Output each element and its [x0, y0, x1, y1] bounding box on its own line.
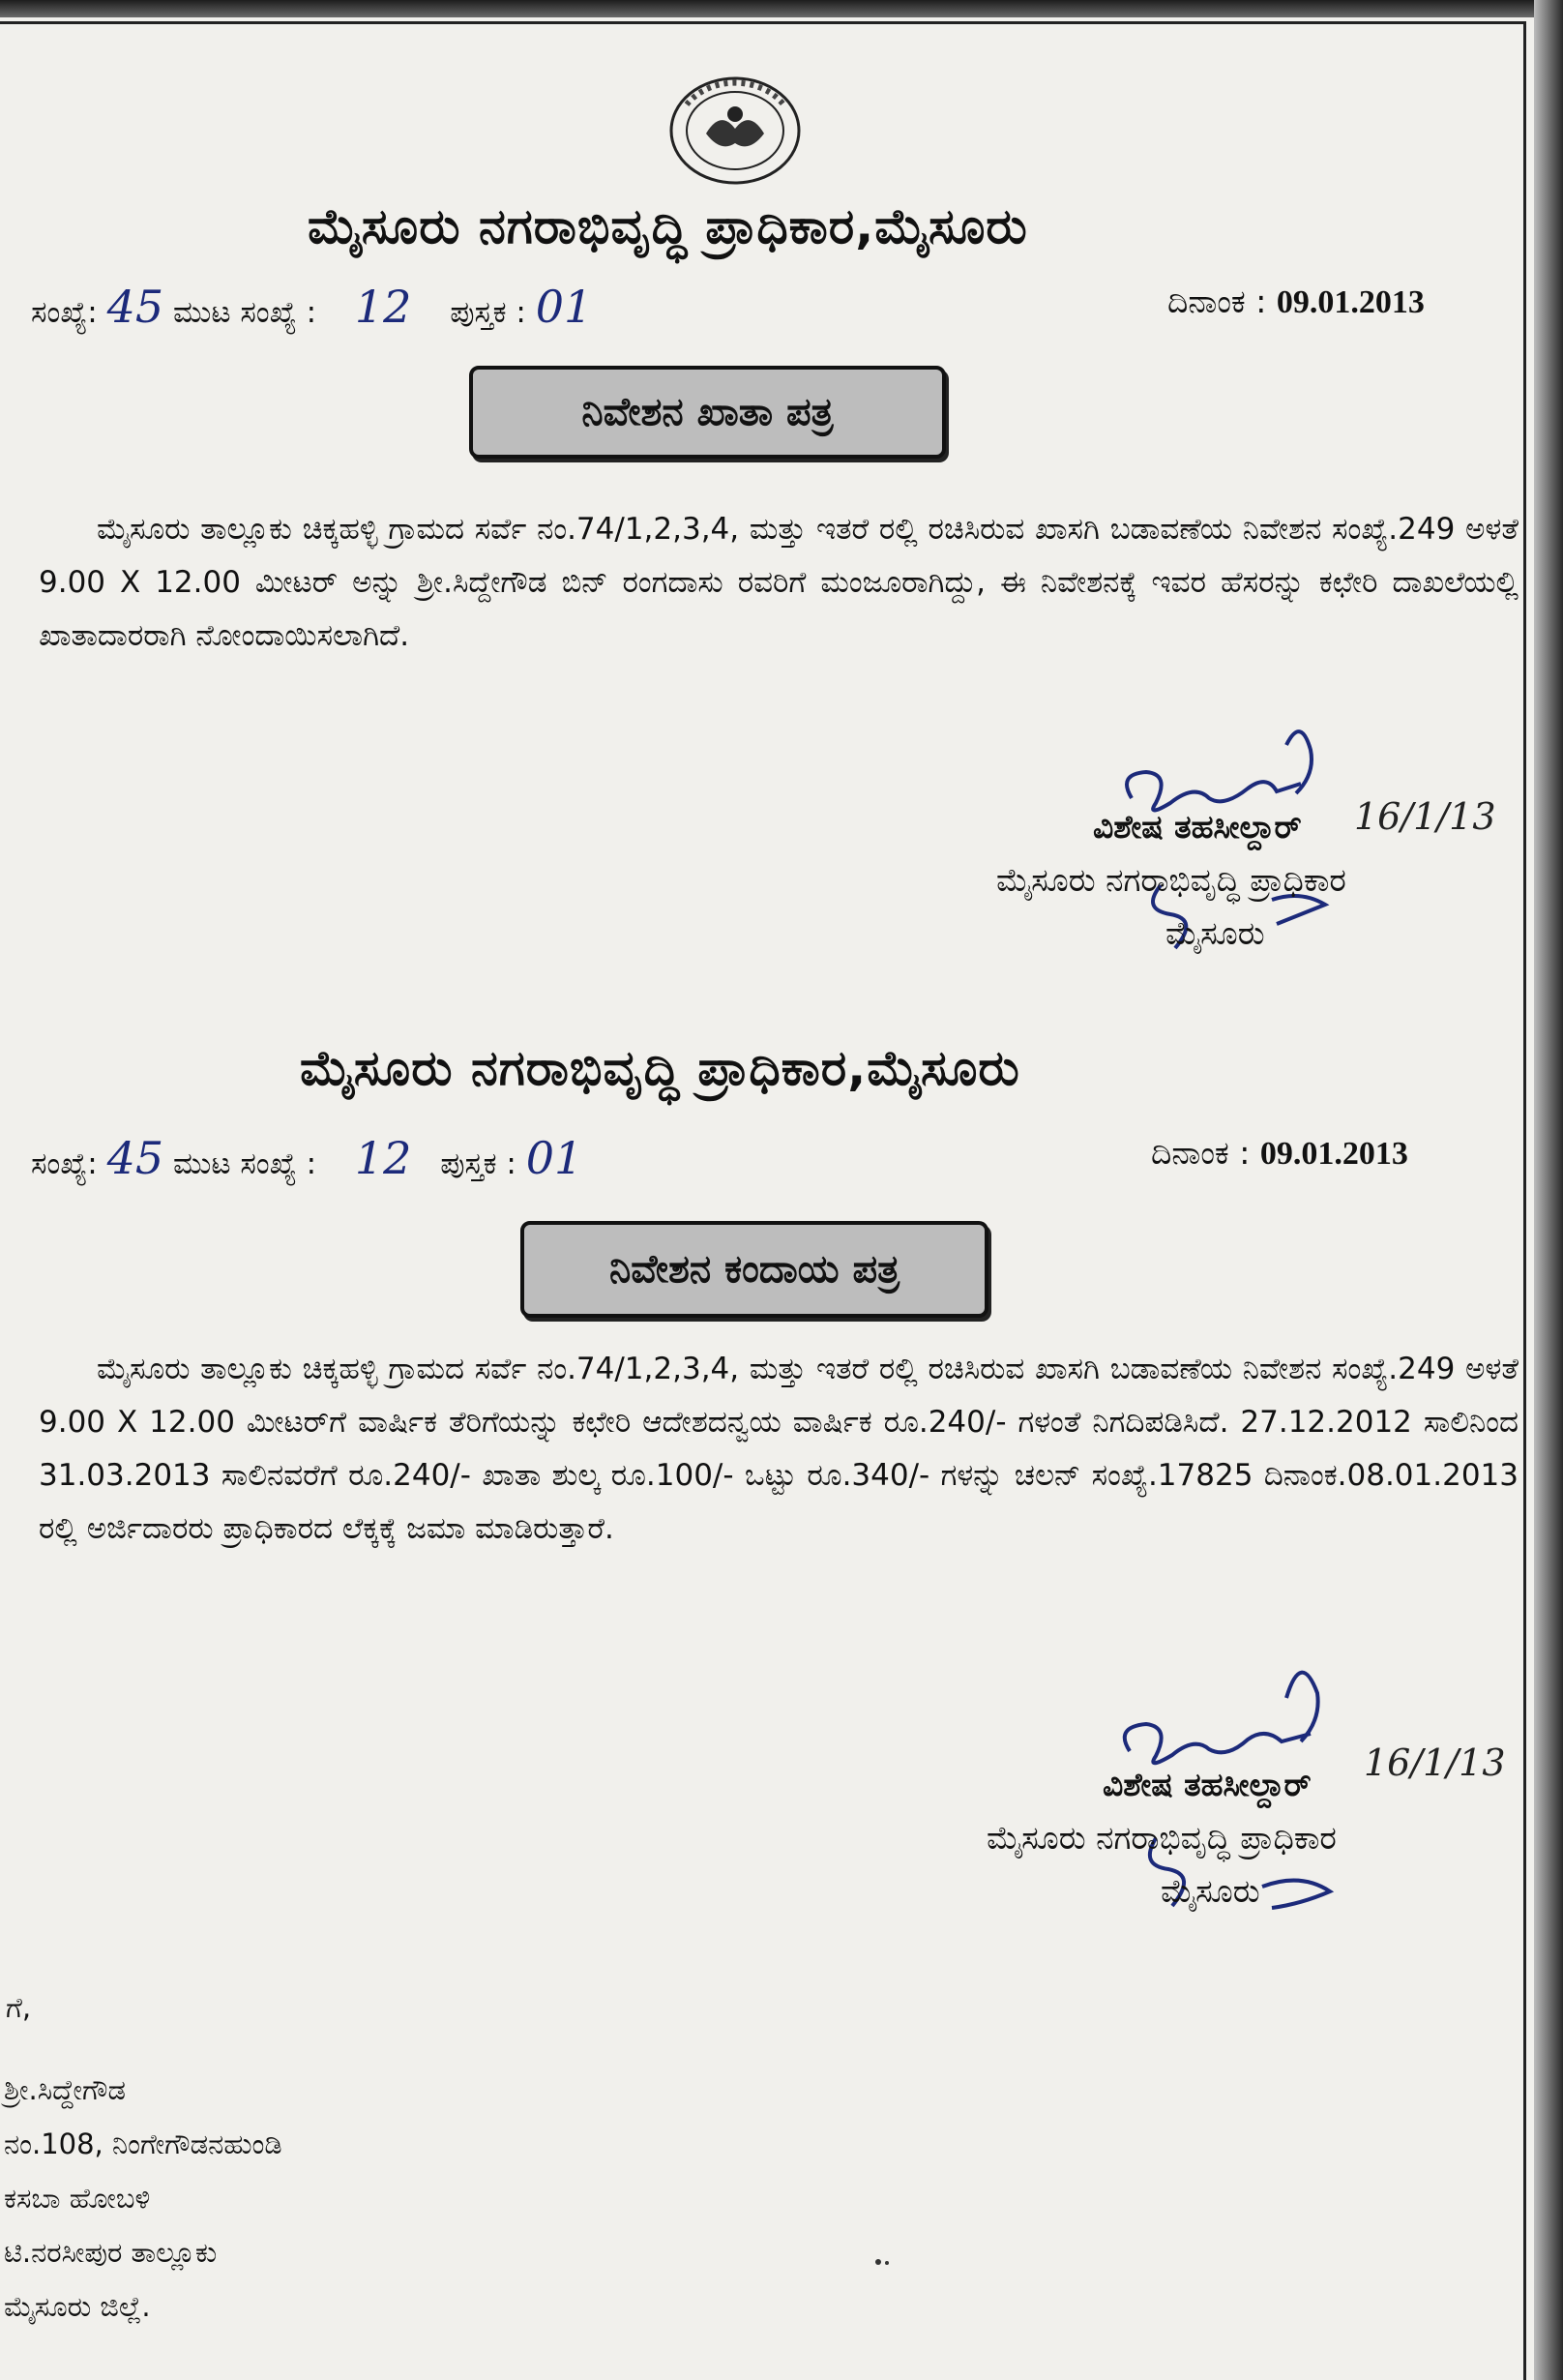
section1-heading: ಮೈಸೂರು ನಗರಾಭಿವೃದ್ಧಿ ಪ್ರಾಧಿಕಾರ,ಮೈಸೂರು: [308, 198, 1028, 254]
ref-handwritten-number: 45: [106, 281, 164, 333]
section1-signatory-city: ಮೈಸೂರು: [1165, 914, 1265, 952]
section1-date: [1167, 283, 1425, 321]
ref-book-label: ಪುಸ್ತಕ :: [440, 1146, 516, 1181]
ref-page-label: ಮುಟ ಸಂಖ್ಯೆ :: [173, 295, 317, 330]
ref-prefix: ಸಂಖ್ಯೆ:: [31, 1146, 98, 1181]
section2-reference: [31, 1132, 582, 1184]
section2-signatory-title: ವಿಶೇಷ ತಹಸೀಲ್ದಾರ್: [1103, 1766, 1312, 1803]
scan-speck: [885, 2261, 889, 2265]
scan-edge-top: [0, 0, 1563, 17]
section2-title-box: ನಿವೇಶನ ಕಂದಾಯ ಪತ್ರ: [520, 1221, 988, 1318]
government-seal-icon: [667, 75, 803, 187]
recipient-to: ಗೆ,: [6, 1991, 32, 2024]
date-label: ದಿನಾಂಕ :: [1151, 1134, 1251, 1172]
section1-sign-date: 16/1/13: [1354, 795, 1496, 838]
ref-handwritten-page: 12: [354, 1132, 412, 1184]
ref-prefix: ಸಂಖ್ಯೆ:: [31, 295, 98, 330]
date-value: 09.01.2013: [1259, 1136, 1408, 1172]
address-line: ಕಸಬಾ ಹೋಬಳಿ: [4, 2182, 151, 2215]
ref-handwritten-page: 12: [354, 281, 412, 333]
section1-signatory-office: ಮೈಸೂರು ನಗರಾಭಿವೃದ್ಧಿ ಪ್ರಾಧಿಕಾರ: [996, 861, 1346, 899]
scan-speck: [875, 2259, 881, 2265]
section2-signatory-city: ಮೈಸೂರು: [1161, 1872, 1260, 1910]
section2-body: ಮೈಸೂರು ತಾಲ್ಲೂಕು ಚಿಕ್ಕಹಳ್ಳಿ ಗ್ರಾಮದ ಸರ್ವೆ ನಂ.74/1,2,3,4, ಮತ್ತು ಇತರೆ ರಲ್ಲಿ ರಚಿಸಿರುವ ಖಾಸಗಿ ಬಡಾವಣೆಯ ನಿವೇಶನ ಸಂಖ್ಯೆ.249 ಅಳತೆ 9.00 X 12.00 ಮೀಟರ್‌ಗೆ ವಾರ್ಷಿಕ ತೆರಿಗೆಯನ್ನು ಕಛೇರಿ ಆದೇಶದನ್ವಯ ವಾರ್ಷಿಕ ರೂ.240/- ಗಳಂತೆ ನಿಗದಿಪಡಿಸಿದೆ. 27.12.2012 ಸಾಲಿನಿಂದ 31.03.2013 ಸಾಲಿನವರೆಗೆ ರೂ.240/- ಖಾತಾ ಶುಲ್ಕ ರೂ.100/- ಒಟ್ಟು ರೂ.340/- ಗಳನ್ನು ಚಲನ್ ಸಂಖ್ಯೆ.17825 ದಿನಾಂಕ.08.01.2013 ರಲ್ಲಿ ಅರ್ಜಿದಾರರು ಪ್ರಾಧಿಕಾರದ ಲೆಕ್ಕಕ್ಕೆ ಜಮಾ ಮಾಡಿರುತ್ತಾರೆ.: [39, 1352, 1519, 1546]
address-line: ಶ್ರೀ.ಸಿದ್ದೇಗೌಡ: [4, 2073, 126, 2106]
section1-body: ಮೈಸೂರು ತಾಲ್ಲೂಕು ಚಿಕ್ಕಹಳ್ಳಿ ಗ್ರಾಮದ ಸರ್ವೆ ನಂ.74/1,2,3,4, ಮತ್ತು ಇತರೆ ರಲ್ಲಿ ರಚಿಸಿರುವ ಖಾಸಗಿ ಬಡಾವಣೆಯ ನಿವೇಶನ ಸಂಖ್ಯೆ.249 ಅಳತೆ 9.00 X 12.00 ಮೀಟರ್ ಅನ್ನು ಶ್ರೀ.ಸಿದ್ದೇಗೌಡ ಬಿನ್ ರಂಗದಾಸು ರವರಿಗೆ ಮಂಜೂರಾಗಿದ್ದು, ಈ ನಿವೇಶನಕ್ಕೆ ಇವರ ಹೆಸರನ್ನು ಕಛೇರಿ ದಾಖಲೆಯಲ್ಲಿ ಖಾತಾದಾರರಾಗಿ ನೋಂದಾಯಿಸಲಾಗಿದೆ.: [39, 512, 1519, 653]
ref-book-label: ಪುಸ್ತಕ :: [450, 295, 526, 330]
section2-sign-date: 16/1/13: [1364, 1741, 1506, 1784]
section1-signatory-title: ವಿಶೇಷ ತಹಸೀಲ್ದಾರ್: [1093, 808, 1302, 846]
date-label: ದಿನಾಂಕ :: [1167, 283, 1267, 320]
address-line: ಟಿ.ನರಸೀಪುರ ತಾಲ್ಲೂಕು: [4, 2236, 218, 2269]
section2-signatory-office: ಮೈಸೂರು ನಗರಾಭಿವೃದ್ಧಿ ಪ್ರಾಧಿಕಾರ: [987, 1819, 1337, 1857]
scan-edge-right: [1534, 0, 1563, 2380]
section2-date: [1151, 1134, 1408, 1173]
ref-handwritten-book: 01: [535, 281, 593, 333]
ref-handwritten-number: 45: [106, 1132, 164, 1184]
address-line: ನಂ.108, ನಿಂಗೇಗೌಡನಹುಂಡಿ: [4, 2127, 282, 2160]
section1-title-box: ನಿವೇಶನ ಖಾತಾ ಪತ್ರ: [469, 366, 946, 459]
address-line: ಮೈಸೂರು ಜಿಲ್ಲೆ.: [4, 2290, 151, 2323]
date-value: 09.01.2013: [1276, 284, 1425, 320]
section2-heading: ಮೈಸೂರು ನಗರಾಭಿವೃದ್ಧಿ ಪ್ರಾಧಿಕಾರ,ಮೈಸೂರು: [300, 1040, 1020, 1096]
ref-handwritten-book: 01: [525, 1132, 583, 1184]
ref-page-label: ಮುಟ ಸಂಖ್ಯೆ :: [173, 1146, 317, 1181]
recipient-address: [4, 2066, 282, 2331]
section1-reference: [31, 281, 592, 333]
